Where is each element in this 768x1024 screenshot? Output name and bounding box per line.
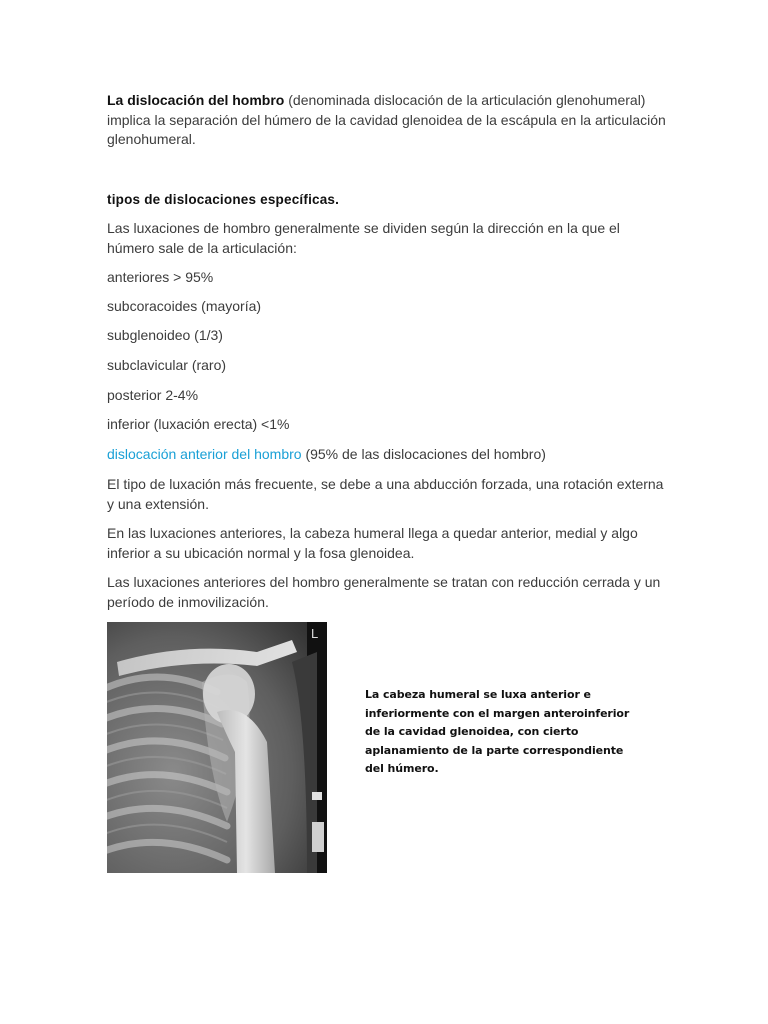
anterior-dislocation-link[interactable]: dislocación anterior del hombro [107,446,302,462]
list-item-anteriores: anteriores > 95% [107,269,214,285]
laterality-marker: L [311,626,319,641]
list-item-subglenoideo: subglenoideo (1/3) [107,327,223,343]
humeral-head-paragraph: En las luxaciones anteriores, la cabeza humeral llega a quedar anterior, medial y algo inferior a su ubicación normal y la fosa glenoidea. [107,525,638,561]
frequent-type-paragraph: El tipo de luxación más frecuente, se debe a una abducción forzada, una rotación externa y una extensión. [107,476,664,512]
anterior-dislocation-paragraph [107,445,667,465]
intro-text: (denominada dislocación de la articulación glenohumeral) implica la separación del húmero de la cavidad glenoidea de la escápula en la articulación glenohumeral. [107,92,666,147]
figure-caption: La cabeza humeral se luxa anterior e inferiormente con el margen anteroinferior de la cavidad glenoidea, con cierto aplanamiento de la parte correspondiente del húmero. [365,688,630,775]
division-paragraph: Las luxaciones de hombro generalmente se dividen según la dirección en la que el húmero sale de la articulación: [107,220,620,256]
intro-bold-term: La dislocación del hombro [107,92,285,108]
intro-paragraph [107,91,667,150]
list-item-subcoracoides: subcoracoides (mayoría) [107,298,262,314]
list-item-posterior: posterior 2-4% [107,387,199,403]
section-heading: tipos de dislocaciones específicas. [107,192,340,207]
list-item-inferior: inferior (luxación erecta) <1% [107,416,290,432]
list-item-subclavicular: subclavicular (raro) [107,357,227,373]
treatment-paragraph: Las luxaciones anteriores del hombro generalmente se tratan con reducción cerrada y un período de inmovilización. [107,574,661,610]
xray-image [107,622,327,873]
anterior-dislocation-rest: (95% de las dislocaciones del hombro) [301,446,546,462]
